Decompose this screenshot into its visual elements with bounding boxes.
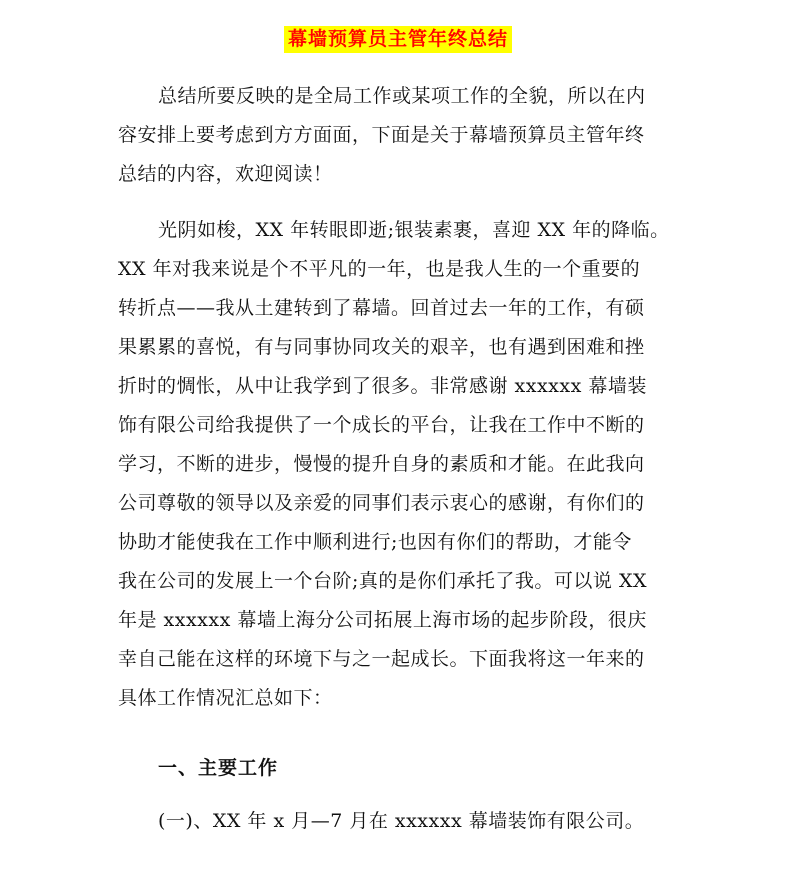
body-line: 幸自己能在这样的环境下与之一起成长。下面我将这一年来的 [118,648,645,670]
document-title: 幕墙预算员主管年终总结 [284,26,512,53]
intro-line: 总结所要反映的是全局工作或某项工作的全貌，所以在内 [158,85,646,107]
body-line: 转折点——我从土建转到了幕墙。回首过去一年的工作，有硕 [118,297,645,319]
body-line: 饰有限公司给我提供了一个成长的平台，让我在工作中不断的 [118,414,645,436]
body-line: 光阴如梭，XX 年转眼即逝;银装素裹，喜迎 XX 年的降临。 [158,219,670,241]
intro-line: 容安排上要考虑到方方面面，下面是关于幕墙预算员主管年终 [118,124,645,146]
body-line: 公司尊敬的领导以及亲爱的同事们表示衷心的感谢，有你们的 [118,492,645,514]
body-line: 年是 xxxxxx 幕墙上海分公司拓展上海市场的起步阶段，很庆 [118,609,647,631]
body-line: 果累累的喜悦，有与同事协同攻关的艰辛，也有遇到困难和挫 [118,336,645,358]
body-line: 具体工作情况汇总如下： [118,687,333,709]
body-line: 折时的惆怅，从中让我学到了很多。非常感谢 xxxxxx 幕墙装 [118,375,647,397]
subsection-line: (一)、XX 年 x 月—7 月在 xxxxxx 幕墙装饰有限公司。 [158,810,645,832]
body-line: 我在公司的发展上一个台阶;真的是你们承托了我。可以说 XX [118,570,647,592]
body-line: XX 年对我来说是个不平凡的一年，也是我人生的一个重要的 [118,258,641,280]
body-line: 协助才能使我在工作中顺利进行;也因有你们的帮助，才能令 [118,531,632,553]
body-line: 学习，不断的进步，慢慢的提升自身的素质和才能。在此我向 [118,453,645,475]
section-heading: 一、主要工作 [158,757,279,779]
title-container [0,26,796,53]
intro-line: 总结的内容，欢迎阅读！ [118,163,333,185]
